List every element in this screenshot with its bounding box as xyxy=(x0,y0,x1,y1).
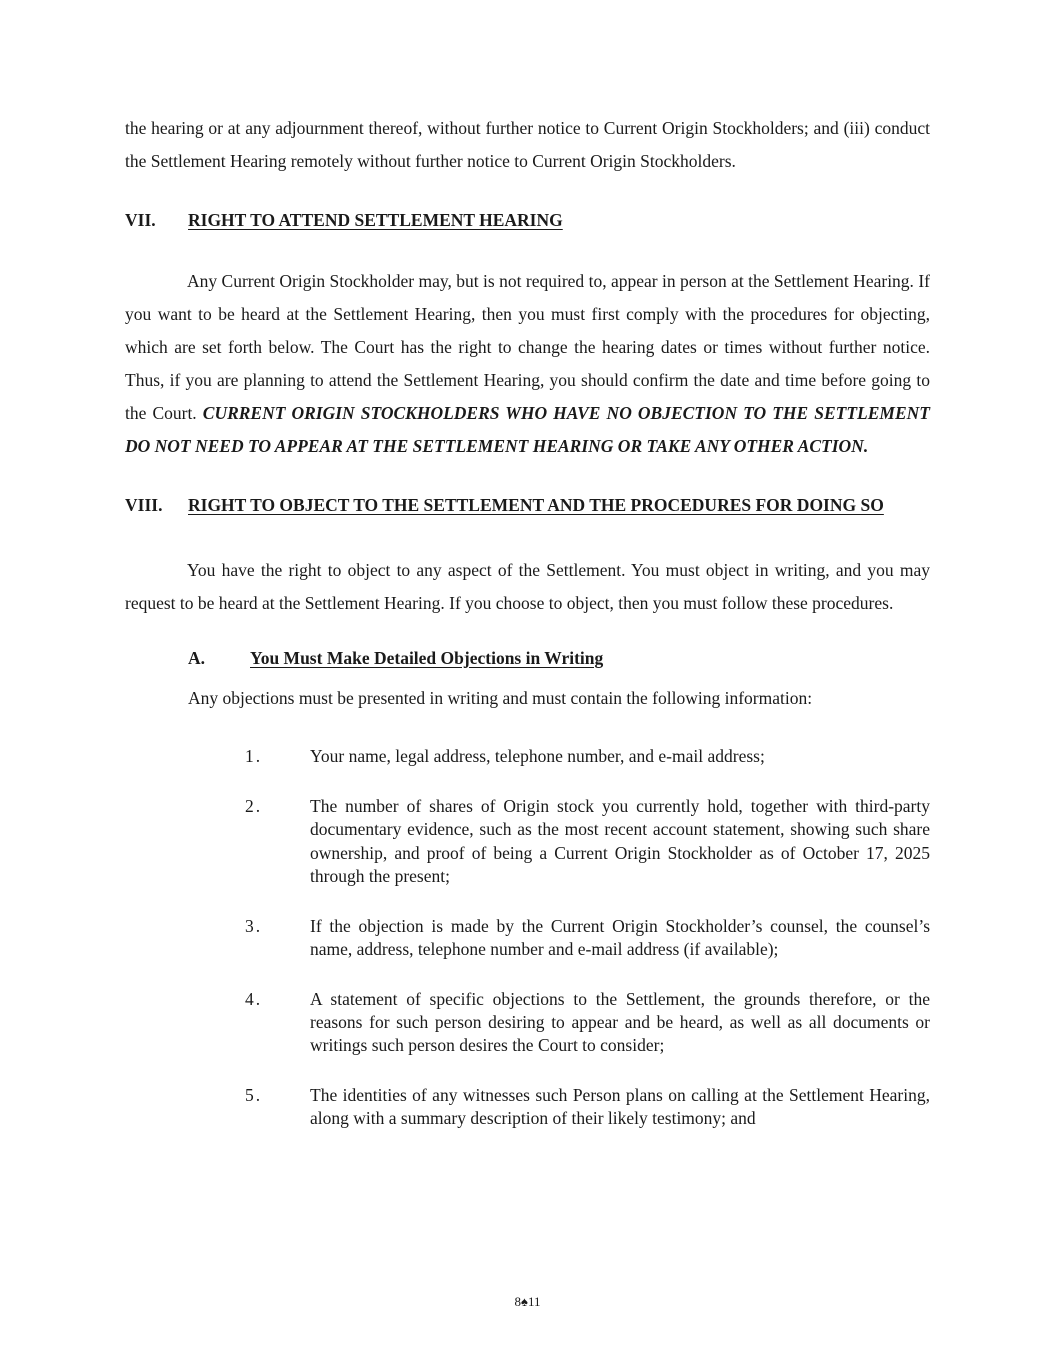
list-item xyxy=(245,795,930,887)
list-item-text: The number of shares of Origin stock you currently hold, together with third-party documentary evidence, such as the most recent account statement, showing such share ownership, and proof of being a Current Origin Stockholder as of October 17, 2025 through the present; xyxy=(310,796,930,886)
subsection-a-heading xyxy=(188,646,930,671)
objections-list xyxy=(125,745,930,1130)
section-vii-body-emphasis: CURRENT ORIGIN STOCKHOLDERS WHO HAVE NO OBJECTION TO THE SETTLEMENT DO NOT NEED TO APPEAR AT THE SETTLEMENT HEARING OR TAKE ANY OTHER ACTION. xyxy=(125,402,930,456)
intro-continuation-paragraph: the hearing or at any adjournment thereof, without further notice to Current Origin Stockholders; and (iii) conduct the Settlement Hearing remotely without further notice to Current Origin Stockholders. xyxy=(125,118,930,171)
list-item-number: 3. xyxy=(245,915,263,936)
section-vii-title: RIGHT TO ATTEND SETTLEMENT HEARING xyxy=(188,209,563,230)
list-item-text: Your name, legal address, telephone number, and e-mail address; xyxy=(310,746,765,767)
list-item-number: 1. xyxy=(245,746,263,767)
list-item-number: 2. xyxy=(245,796,263,817)
list-item-number: 5. xyxy=(245,1085,263,1106)
subsection-a-title: You Must Make Detailed Objections in Writing xyxy=(250,647,604,668)
list-item-number: 4. xyxy=(245,988,263,1009)
list-item-text: If the objection is made by the Current Origin Stockholder’s counsel, the counsel’s name, address, telephone number and e-mail address (if available); xyxy=(310,915,930,959)
objections-intro: Any objections must be presented in writing and must contain the following information: xyxy=(188,688,813,709)
list-item xyxy=(245,988,930,1057)
section-vii-body xyxy=(125,265,930,462)
section-viii-number: VIII. xyxy=(125,494,163,515)
list-item xyxy=(245,915,930,961)
section-vii-heading xyxy=(125,208,930,233)
list-item-text: A statement of specific objections to the Settlement, the grounds therefore, or the reasons for such person desiring to appear and be heard, as well as all documents or writings such person desires the Court to consider; xyxy=(310,988,930,1056)
section-vii-body-text: Any Current Origin Stockholder may, but is not required to, appear in person at the Settlement Hearing. If you want to be heard at the Settlement Hearing, then you must first comply with the procedures for objecting, which are set forth below. The Court has the right to change the hearing dates or times without further notice. Thus, if you are planning to attend the Settlement Hearing, you should confirm the date and time before going to the Court. xyxy=(125,271,930,423)
list-item xyxy=(245,1084,930,1130)
page-number-footer: 8♠11 xyxy=(514,1294,541,1309)
list-item-text: The identities of any witnesses such Person plans on calling at the Settlement Hearing, along with a summary description of their likely testimony; and xyxy=(310,1085,930,1129)
section-viii-title: RIGHT TO OBJECT TO THE SETTLEMENT AND THE PROCEDURES FOR DOING SO xyxy=(188,494,884,515)
section-vii-number: VII. xyxy=(125,209,156,230)
subsection-a-label: A. xyxy=(188,647,206,668)
list-item xyxy=(245,745,930,768)
section-viii-heading xyxy=(125,493,930,518)
section-viii-body: You have the right to object to any aspect of the Settlement. You must object in writing, and you may request to be heard at the Settlement Hearing. If you choose to object, then you must follow these procedures. xyxy=(125,559,930,613)
